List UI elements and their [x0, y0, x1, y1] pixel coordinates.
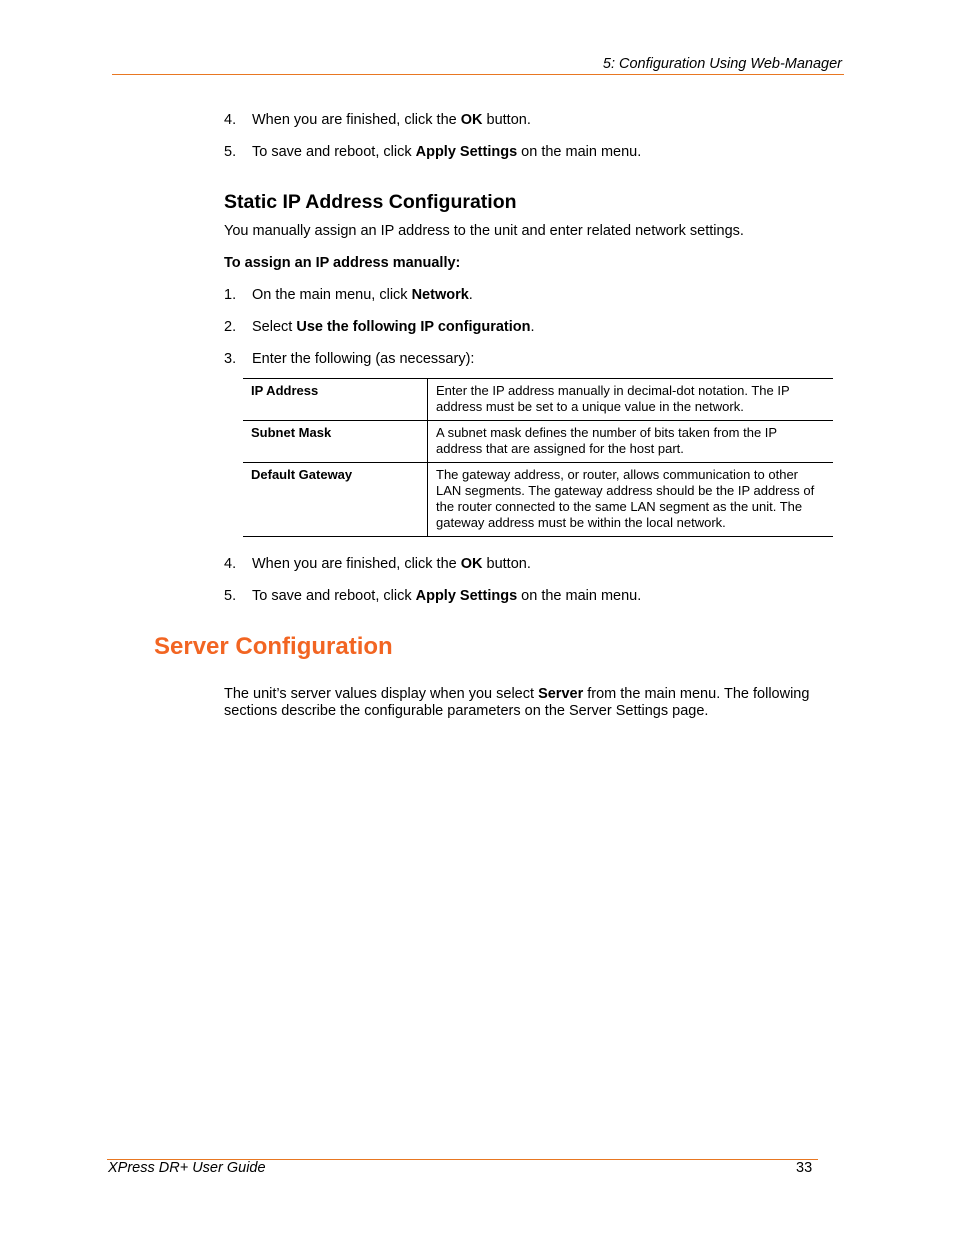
row-label: Default Gateway — [243, 463, 428, 537]
row-label: Subnet Mask — [243, 421, 428, 463]
ip-settings-table — [243, 378, 833, 537]
server-config-heading: Server Configuration — [154, 633, 393, 660]
footer-guide-title: XPress DR+ User Guide — [108, 1160, 266, 1176]
static-step-5: 5. To save and reboot, click Apply Settings on the main menu. — [224, 588, 642, 604]
static-step-3: 3. Enter the following (as necessary): — [224, 351, 475, 367]
server-config-paragraph: The unit’s server values display when you select Server from the main menu. The following sections describe the configurable parameters on the Server Settings page. — [224, 686, 810, 719]
header-rule — [112, 74, 844, 75]
row-label: IP Address — [243, 379, 428, 421]
procedure-title: To assign an IP address manually: — [224, 255, 461, 271]
row-description: The gateway address, or router, allows communication to other LAN segments. The gateway address should be the IP address of the router connected to the same LAN segment as the unit. The gateway address must be within the local network. — [428, 463, 834, 537]
top-step-4: 4. When you are finished, click the OK button. — [224, 112, 531, 128]
page-number: 33 — [796, 1160, 813, 1176]
static-step-2: 2. Select Use the following IP configuration. — [224, 319, 535, 335]
table-row — [243, 463, 833, 537]
top-step-5: 5. To save and reboot, click Apply Settings on the main menu. — [224, 144, 642, 160]
table-row — [243, 421, 833, 463]
static-step-1: 1. On the main menu, click Network. — [224, 287, 473, 303]
table-row — [243, 379, 833, 421]
running-header: 5: Configuration Using Web-Manager — [602, 56, 842, 72]
row-description: A subnet mask defines the number of bits taken from the IP address that are assigned for the host part. — [428, 421, 834, 463]
static-step-4: 4. When you are finished, click the OK button. — [224, 556, 531, 572]
row-description: Enter the IP address manually in decimal-dot notation. The IP address must be set to a unique value in the network. — [428, 379, 834, 421]
static-ip-heading: Static IP Address Configuration — [224, 191, 517, 213]
static-ip-intro: You manually assign an IP address to the unit and enter related network settings. — [224, 223, 744, 239]
